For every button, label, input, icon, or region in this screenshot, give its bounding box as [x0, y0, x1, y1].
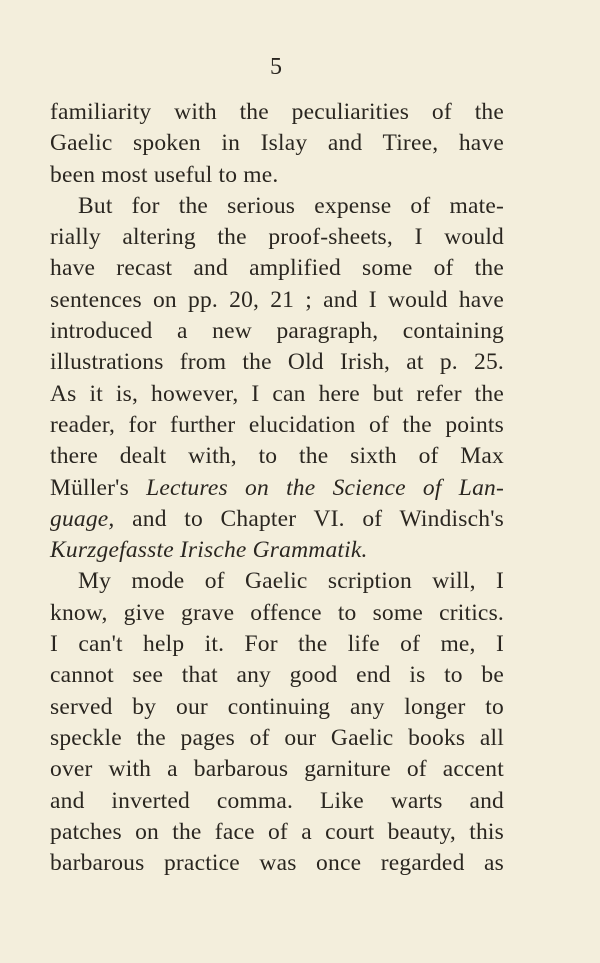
text-line: [50, 660, 504, 691]
text-run: and inverted comma. Like warts and: [50, 787, 504, 814]
text-run: introduced a new paragraph, containing: [50, 318, 504, 345]
text-run: patches on the face of a court beauty, this: [50, 818, 504, 845]
text-line: [50, 347, 504, 378]
text-run: been most useful to me.: [50, 161, 279, 188]
text-line: [50, 817, 504, 848]
text-run: there dealt with, to the sixth of Max: [50, 443, 504, 470]
text-run: I can't help it. For the life of me, I: [50, 631, 504, 658]
text-line: [50, 410, 504, 441]
text-run: and to Chapter VI. of Windisch's: [114, 505, 504, 532]
text-line: [50, 598, 504, 629]
text-run: know, give grave offence to some critics.: [50, 599, 504, 626]
body-text: [50, 97, 504, 879]
text-run: served by our continuing any longer to: [50, 693, 504, 720]
text-line: [50, 504, 504, 535]
text-line: [50, 253, 504, 284]
text-line: [50, 786, 504, 817]
paragraph: [50, 97, 504, 191]
text-run: speckle the pages of our Gaelic books all: [50, 724, 504, 751]
text-run: illustrations from the Old Irish, at p. 25.: [50, 349, 504, 376]
text-line: [50, 285, 504, 316]
text-run: barbarous practice was once regarded as: [50, 850, 504, 877]
paragraph: [50, 191, 504, 567]
text-line: [50, 160, 504, 191]
text-line: [50, 128, 504, 159]
text-line: [50, 379, 504, 410]
text-run: cannot see that any good end is to be: [50, 662, 504, 689]
text-line: [50, 754, 504, 785]
italic-text: Lectures on the Science of Lan-: [146, 474, 504, 501]
text-line: [50, 316, 504, 347]
text-line: [50, 535, 504, 566]
text-run: familiarity with the peculiarities of the: [50, 99, 504, 125]
text-run: Müller's: [50, 474, 147, 501]
text-run: reader, for further elucidation of the points: [50, 411, 504, 438]
text-line: [50, 692, 504, 723]
text-line: [50, 723, 504, 754]
text-line: [50, 629, 504, 660]
text-run: As it is, however, I can here but refer the: [50, 380, 504, 407]
text-line: [50, 566, 504, 597]
text-line: [50, 848, 504, 879]
text-line: [50, 191, 504, 222]
text-run: sentences on pp. 20, 21 ; and I would have: [50, 286, 504, 313]
text-run: have recast and amplified some of the: [50, 255, 504, 282]
text-line: [50, 222, 504, 253]
text-run: My mode of Gaelic scription will, I: [78, 568, 504, 595]
text-run: over with a barbarous garniture of accent: [50, 756, 504, 783]
text-line: [50, 441, 504, 472]
text-run: Gaelic spoken in Islay and Tiree, have: [50, 130, 504, 157]
italic-text: Kurzgefasste Irische Grammatik.: [50, 537, 368, 564]
text-line: [50, 473, 504, 504]
text-run: rially altering the proof-sheets, I would: [50, 224, 504, 251]
page-number: 5: [270, 54, 282, 80]
italic-text: guage,: [50, 505, 115, 532]
text-line: [50, 97, 504, 128]
paragraph: [50, 566, 504, 879]
text-run: But for the serious expense of mate-: [78, 192, 504, 219]
